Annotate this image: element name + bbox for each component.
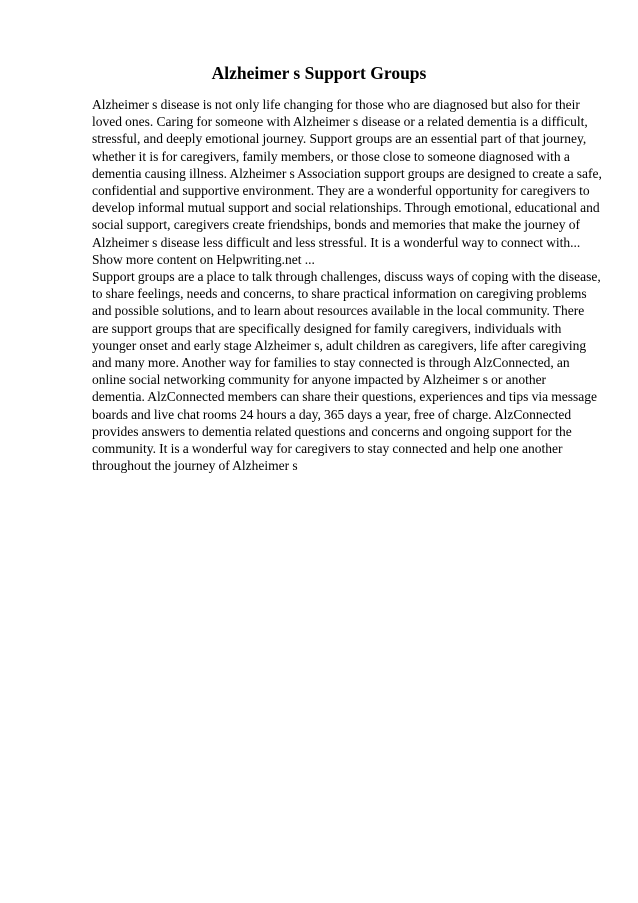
paragraph-1: Alzheimer s disease is not only life changing for those who are diagnosed but also for their loved ones. Caring for someone with Alzheimer s disease or a related dementia is a difficult, stressful, and deeply emotional journey. Support groups are an essential part of that journey, whether it is for caregivers, family members, or those close to someone diagnosed with a dementia causing illness. Alzheimer s Association support groups are designed to create a safe, confidential and supportive environment. They are a wonderful opportunity for caregivers to develop informal mutual support and social relationships. Through emotional, educational and social support, caregivers create friendships, bonds and memories that make the journey of Alzheimer s disease less difficult and less stressful. It is a wonderful way to connect with... Show more content on Helpwriting.net ... bbox=[92, 97, 602, 267]
paragraph-2: Support groups are a place to talk through challenges, discuss ways of coping with the disease, to share feelings, needs and concerns, to share practical information on caregiving problems and possible solutions, and to learn about resources available in the local community. There are support groups that are specifically designed for family caregivers, individuals with younger onset and early stage Alzheimer s, adult children as caregivers, life after caregiving and many more. Another way for families to stay connected is through AlzConnected, an online social networking community for anyone impacted by Alzheimer s or another dementia. AlzConnected members can share their questions, experiences and tips via message boards and live chat rooms 24 hours a day, 365 days a year, free of charge. AlzConnected provides answers to dementia related questions and concerns and ongoing support for the community. It is a wonderful way for caregivers to stay connected and help one another throughout the journey of Alzheimer s bbox=[92, 269, 601, 474]
document-body bbox=[92, 96, 602, 474]
document-title: Alzheimer s Support Groups bbox=[211, 63, 427, 83]
